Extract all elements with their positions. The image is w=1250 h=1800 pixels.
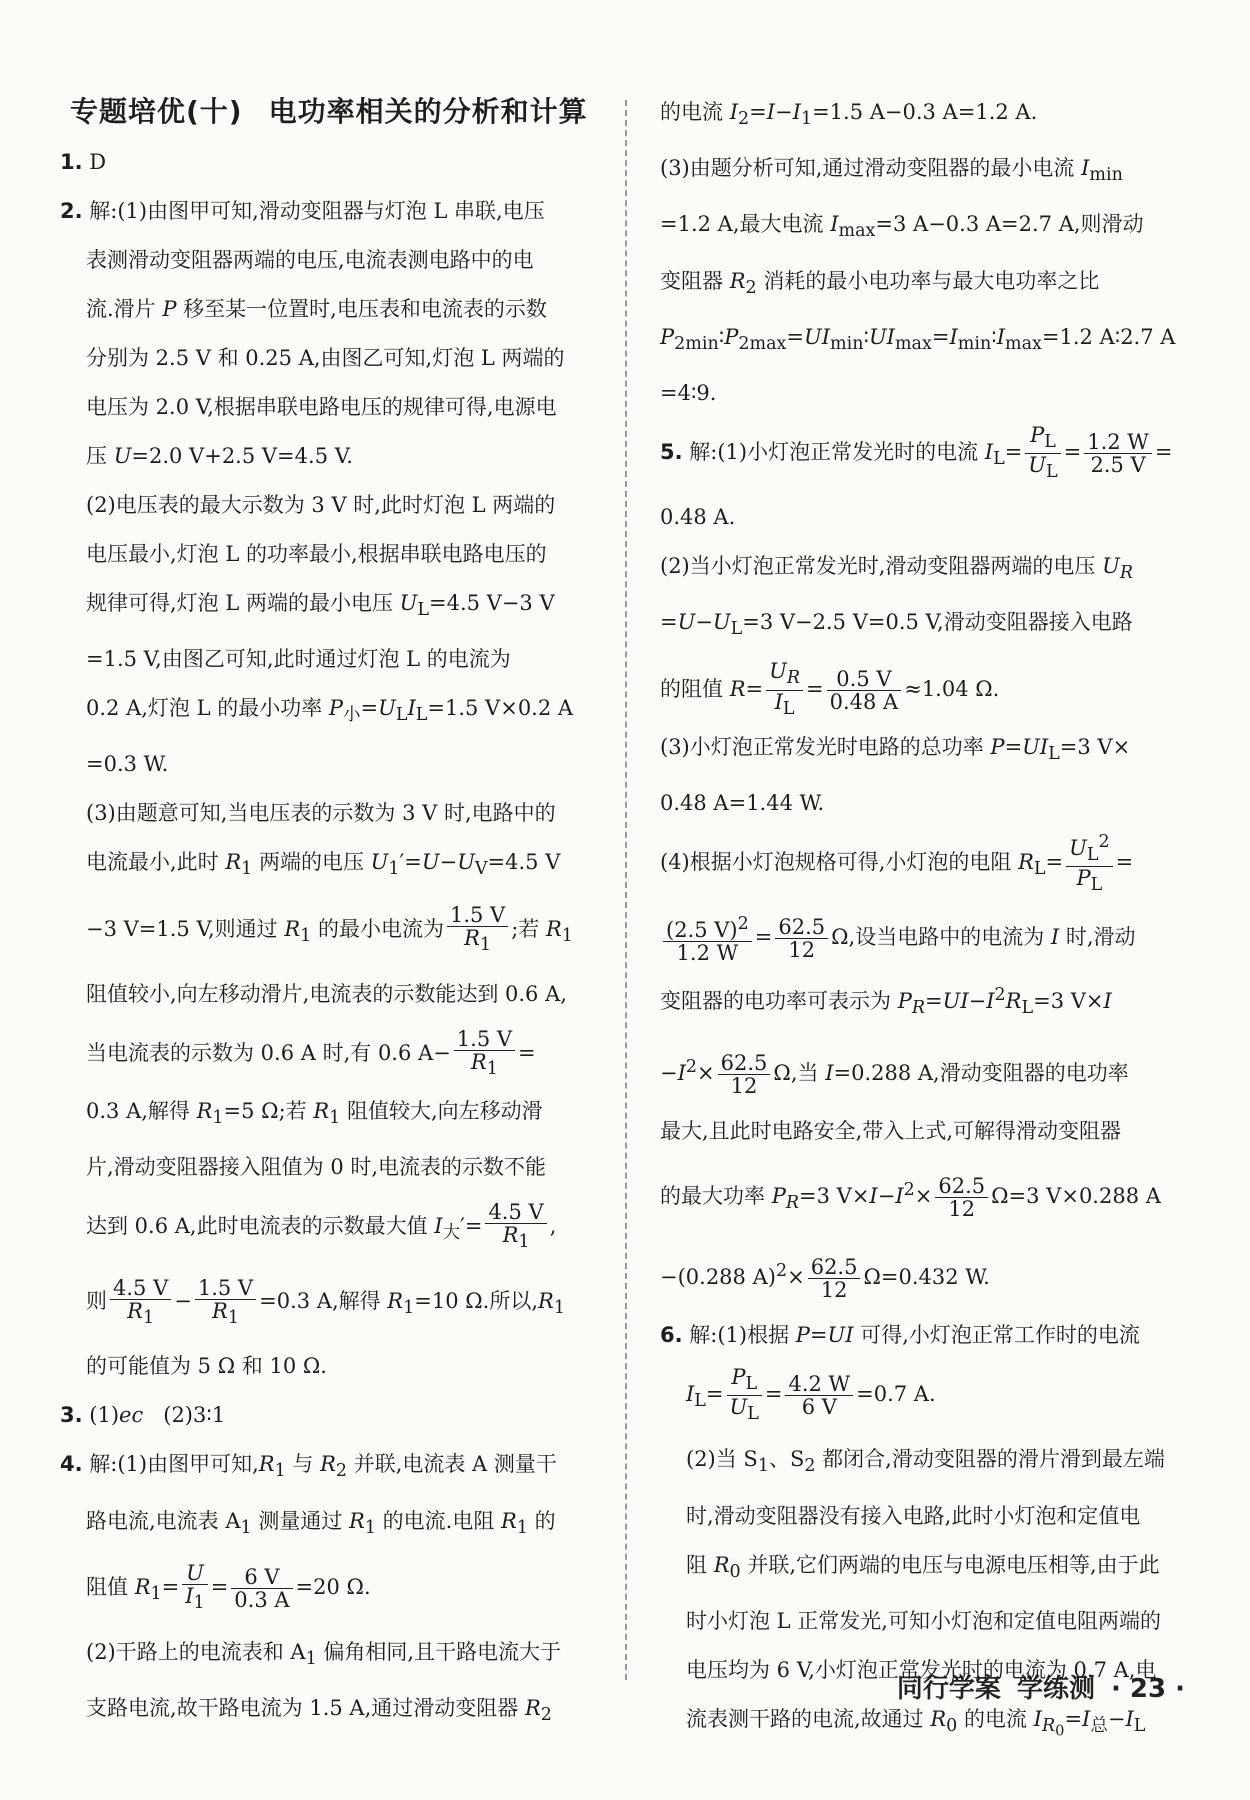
- answer-line: 时小灯泡 L 正常发光,可知小灯泡和定值电阻两端的: [686, 1608, 1161, 1633]
- answer-line: 阻 $R_0$ 并联,它们两端的电压与电源电压相等,由于此: [686, 1552, 1160, 1582]
- answer-line: 5. 解:(1)小灯泡正常发光时的电流 $I_L=$ $\frac{P_L}{U_L}$ = $\frac{1.2 W}{2.5 V}$ =: [660, 422, 1173, 483]
- answer-line: 流.滑片 P 移至某一位置时,电压表和电流表的示数: [86, 297, 547, 321]
- answer-line: 2. 解:(1)由图甲可知,滑动变阻器与灯泡 L 串联,电压: [60, 199, 545, 223]
- answer-line: $-I^2\times$ $\frac{62.5}{12}$ Ω,当 I=0.288 A,滑动变阻器的电功率: [660, 1051, 1129, 1099]
- left-column: [60, 88, 620, 1740]
- answer-line: 的阻值 R= $\frac{U_R}{I_L}$ = $\frac{0.5 V}{0.48 A}$ ≈1.04 Ω.: [660, 659, 1000, 719]
- answer-line: 规律可得,灯泡 L 两端的最小电压 $U_L=4.5$ V−3 V: [86, 591, 555, 621]
- answer-line: 路电流,电流表 $A_1$ 测量通过 $R_1$ 的电流.电阻 $R_1$ 的: [86, 1508, 556, 1538]
- column-divider: [625, 100, 627, 1680]
- answer-line: 则 $\frac{4.5 V}{R_1}$ − $\frac{1.5 V}{R_1}$ =0.3 A,解得 $R_1=10$ Ω.所以$,R_1$: [86, 1275, 565, 1328]
- answer-line: 片,滑动变阻器接入阻值为 0 时,电流表的示数不能: [86, 1154, 547, 1179]
- answer-line: =0.3 W.: [86, 752, 169, 777]
- answer-line: (3)由题分析可知,通过滑动变阻器的最小电流 $I_{min}$: [660, 156, 1123, 186]
- answer-line: 0.3 A,解得 $R_1=5$ Ω;若 $R_1$ 阻值较大,向左移动滑: [86, 1098, 543, 1128]
- answer-line: (2)电压表的最大示数为 3 V 时,此时灯泡 L 两端的: [86, 493, 556, 517]
- answer-line: 3. (1)ec (2)3∶1: [60, 1403, 226, 1428]
- answer-line: (3)小灯泡正常发光时电路的总功率 $P=UI_L=3$ V×: [660, 734, 1131, 764]
- answer-line: (2)当 $S_1$、$S_2$ 都闭合,滑动变阻器的滑片滑到最左端: [686, 1447, 1165, 1477]
- title-subject: 电功率相关的分析和计算: [268, 95, 588, 128]
- footer-series: 学练测: [1016, 1674, 1095, 1704]
- answer-line: 电压均为 6 V,小灯泡正常发光时的电流为 0.7 A,电: [686, 1657, 1157, 1682]
- answer-line: 最大,且此时电路安全,带入上式,可解得滑动变阻器: [660, 1119, 1122, 1144]
- answer-line: 1. D: [60, 150, 107, 174]
- right-column: [660, 88, 1195, 1756]
- answer-line: 达到 0.6 A,此时电流表的示数最大值 $I_大'=$ $\frac{4.5 V}{R_1}$ ,: [86, 1200, 557, 1253]
- answer-line: 的电流 $I_2=I-I_1=1.5$ A−0.3 A=1.2 A.: [660, 100, 1038, 130]
- answer-line: 电流最小,此时 $R_1$ 两端的电压 $U_1'=U-U_V=4.5$ V: [86, 850, 561, 880]
- answer-line: 0.2 A,灯泡 L 的最小功率 $P_小=U_LI_L=1.5$ V×0.2 A: [86, 696, 574, 726]
- footer-brand: 同行学案: [896, 1674, 1001, 1704]
- answer-line: (4)根据小灯泡规格可得,小灯泡的电阻 $R_L=$ $\frac{U_L^2}{P_L}$ =: [660, 831, 1134, 895]
- answer-line: 变阻器 $R_2$ 消耗的最小电功率与最大电功率之比: [660, 268, 1100, 298]
- answer-line: 阻值较小,向左移动滑片,电流表的示数能达到 0.6 A,: [86, 981, 567, 1006]
- title-topic: 专题培优(十): [70, 95, 243, 128]
- answer-line: 0.48 A=1.44 W.: [660, 790, 825, 815]
- answer-line: 变阻器的电功率可表示为 $P_R=UI-I^2R_L=3$ V×I: [660, 984, 1112, 1019]
- answer-line: $=U-U_L=3$ V−2.5 V=0.5 V,滑动变阻器接入电路: [660, 610, 1133, 640]
- answer-line: (3)由题意可知,当电压表的示数为 3 V 时,电路中的: [86, 801, 556, 826]
- answer-line: 电压为 2.0 V,根据串联电路电压的规律可得,电源电: [86, 395, 557, 419]
- answer-line: 6. 解:(1)根据 P=UI 可得,小灯泡正常工作时的电流: [660, 1323, 1140, 1348]
- answer-line: 流表测干路的电流,故通过 $R_0$ 的电流 $I_{R_0}=I_总-I_L$: [686, 1706, 1146, 1740]
- answer-line: 压 U=2.0 V+2.5 V=4.5 V.: [86, 444, 353, 468]
- answer-line: =1.2 A,最大电流 $I_{max}=3$ A−0.3 A=2.7 A,则滑动: [660, 212, 1144, 242]
- answer-line: 支路电流,故干路电流为 1.5 A,通过滑动变阻器 $R_2$: [86, 1696, 552, 1726]
- answer-line: −3 V=1.5 V,则通过 $R_1$ 的最小电流为 $\frac{1.5 V}{R_1}$ ;若 $R_1$: [86, 902, 573, 956]
- answer-line: 当电流表的示数为 0.6 A 时,有 0.6 A− $\frac{1.5 V}{R_1}$ =: [86, 1027, 536, 1080]
- answer-line: −(0.288 A)$^2$× $\frac{62.5}{12}$ Ω=0.432 W.: [660, 1255, 990, 1303]
- answer-line: $\frac{(2.5 V)^2}{1.2 W}$ = $\frac{62.5}{12}$ Ω,设当电路中的电流为 I 时,滑动: [660, 903, 1195, 971]
- answer-line: 0.48 A.: [660, 505, 736, 530]
- answer-line: 的可能值为 5 Ω 和 10 Ω.: [86, 1354, 327, 1379]
- section-title: [70, 88, 620, 136]
- answer-line: 表测滑动变阻器两端的电压,电流表测电路中的电: [86, 248, 534, 272]
- answer-line: $I_L=$ $\frac{P_L}{U_L}$ = $\frac{4.2 W}{6 V}$ =0.7 A.: [686, 1365, 936, 1425]
- answer-line: =1.5 V,由图乙可知,此时通过灯泡 L 的电流为: [86, 647, 511, 672]
- answer-line: 时,滑动变阻器没有接入电路,此时小灯泡和定值电: [686, 1503, 1141, 1528]
- answer-line: (2)当小灯泡正常发光时,滑动变阻器两端的电压 $U_R$: [660, 554, 1133, 584]
- answer-line: 的最大功率 $P_R=3$ $V\times I-I^2\times$ $\frac{62.5}{12}$ Ω=3 V×0.288 A: [660, 1174, 1161, 1222]
- page-number: · 23 ·: [1110, 1674, 1185, 1704]
- answer-line: 4. 解:(1)由图甲可知$,R_1$ 与 $R_2$ 并联,电流表 A 测量干: [60, 1452, 557, 1482]
- answer-line: 电压最小,灯泡 L 的功率最小,根据串联电路电压的: [86, 542, 547, 566]
- answer-line: 分别为 2.5 V 和 0.25 A,由图乙可知,灯泡 L 两端的: [86, 346, 565, 370]
- answer-line: 阻值 $R_1=$ $\frac{U}{I_1}$ = $\frac{6 V}{0.3 A}$ =20 Ω.: [86, 1561, 371, 1614]
- answer-line: $P_{2min}∶P_{2max}=UI_{min}∶UI_{max}=I_{min}∶I_{max}=1.2$ A∶2.7 A: [660, 324, 1176, 354]
- page-footer: [881, 1668, 1185, 1705]
- answer-line: =4∶9.: [660, 380, 717, 405]
- answer-line: (2)干路上的电流表和 $A_1$ 偏角相同,且干路电流大于: [86, 1639, 562, 1670]
